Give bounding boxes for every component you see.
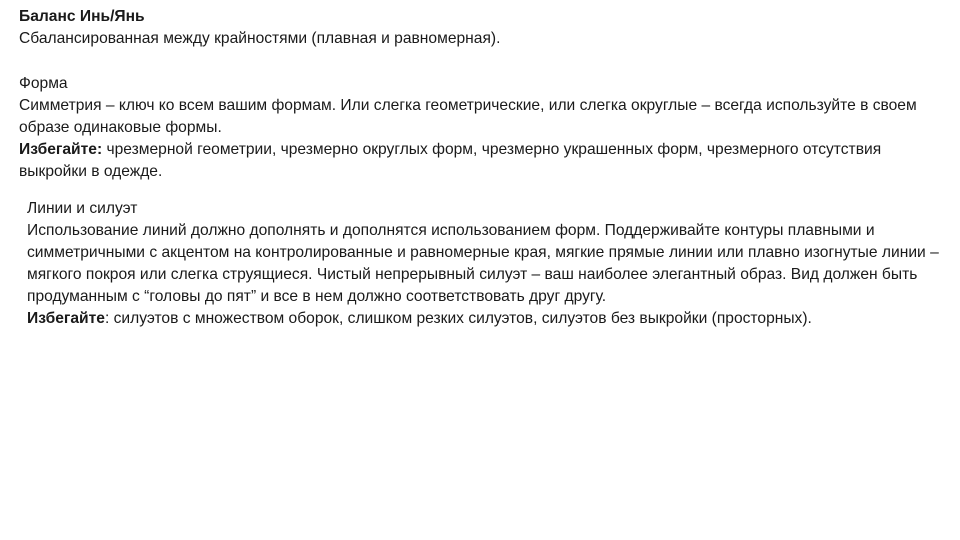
section-title-lines: Линии и силуэт bbox=[27, 200, 138, 217]
section-form bbox=[19, 73, 939, 183]
section-lines bbox=[27, 198, 947, 330]
section-title-form: Форма bbox=[19, 75, 68, 92]
avoid-text-form: чрезмерной геометрии, чрезмерно округлых форм, чрезмерно украшенных форм, чрезмерного отсутствия выкройки в одежде. bbox=[19, 141, 882, 180]
avoid-label-lines: Избегайте bbox=[27, 310, 105, 327]
avoid-label-form: Избегайте: bbox=[19, 141, 103, 158]
avoid-paragraph-form bbox=[19, 139, 939, 183]
section-title-yin-yang: Баланс Инь/Янь bbox=[19, 8, 145, 25]
section-text-yin-yang: Сбалансированная между крайностями (плавная и равномерная). bbox=[19, 30, 501, 47]
avoid-paragraph-lines bbox=[27, 308, 947, 330]
section-yin-yang bbox=[19, 6, 939, 50]
section-text-lines: Использование линий должно дополнять и дополнятся использованием форм. Поддерживайте контуры плавными и симметричными с акцентом на контролированные и равномерные края, мягкие прямые линии или плавно изогнутые линии – мягкого покроя или слегка струящиеся. Чистый непрерывный силуэт – ваш наиболее элегантный образ. Вид должен быть продуманным с “головы до пят” и все в нем должно соответствовать друг другу. bbox=[27, 222, 939, 305]
avoid-text-lines: : силуэтов с множеством оборок, слишком резких силуэтов, силуэтов без выкройки (просторных). bbox=[104, 310, 812, 327]
section-text-form: Симметрия – ключ ко всем вашим формам. Или слегка геометрические, или слегка округлые – всегда используйте в своем образе одинаковые формы. bbox=[19, 97, 917, 136]
